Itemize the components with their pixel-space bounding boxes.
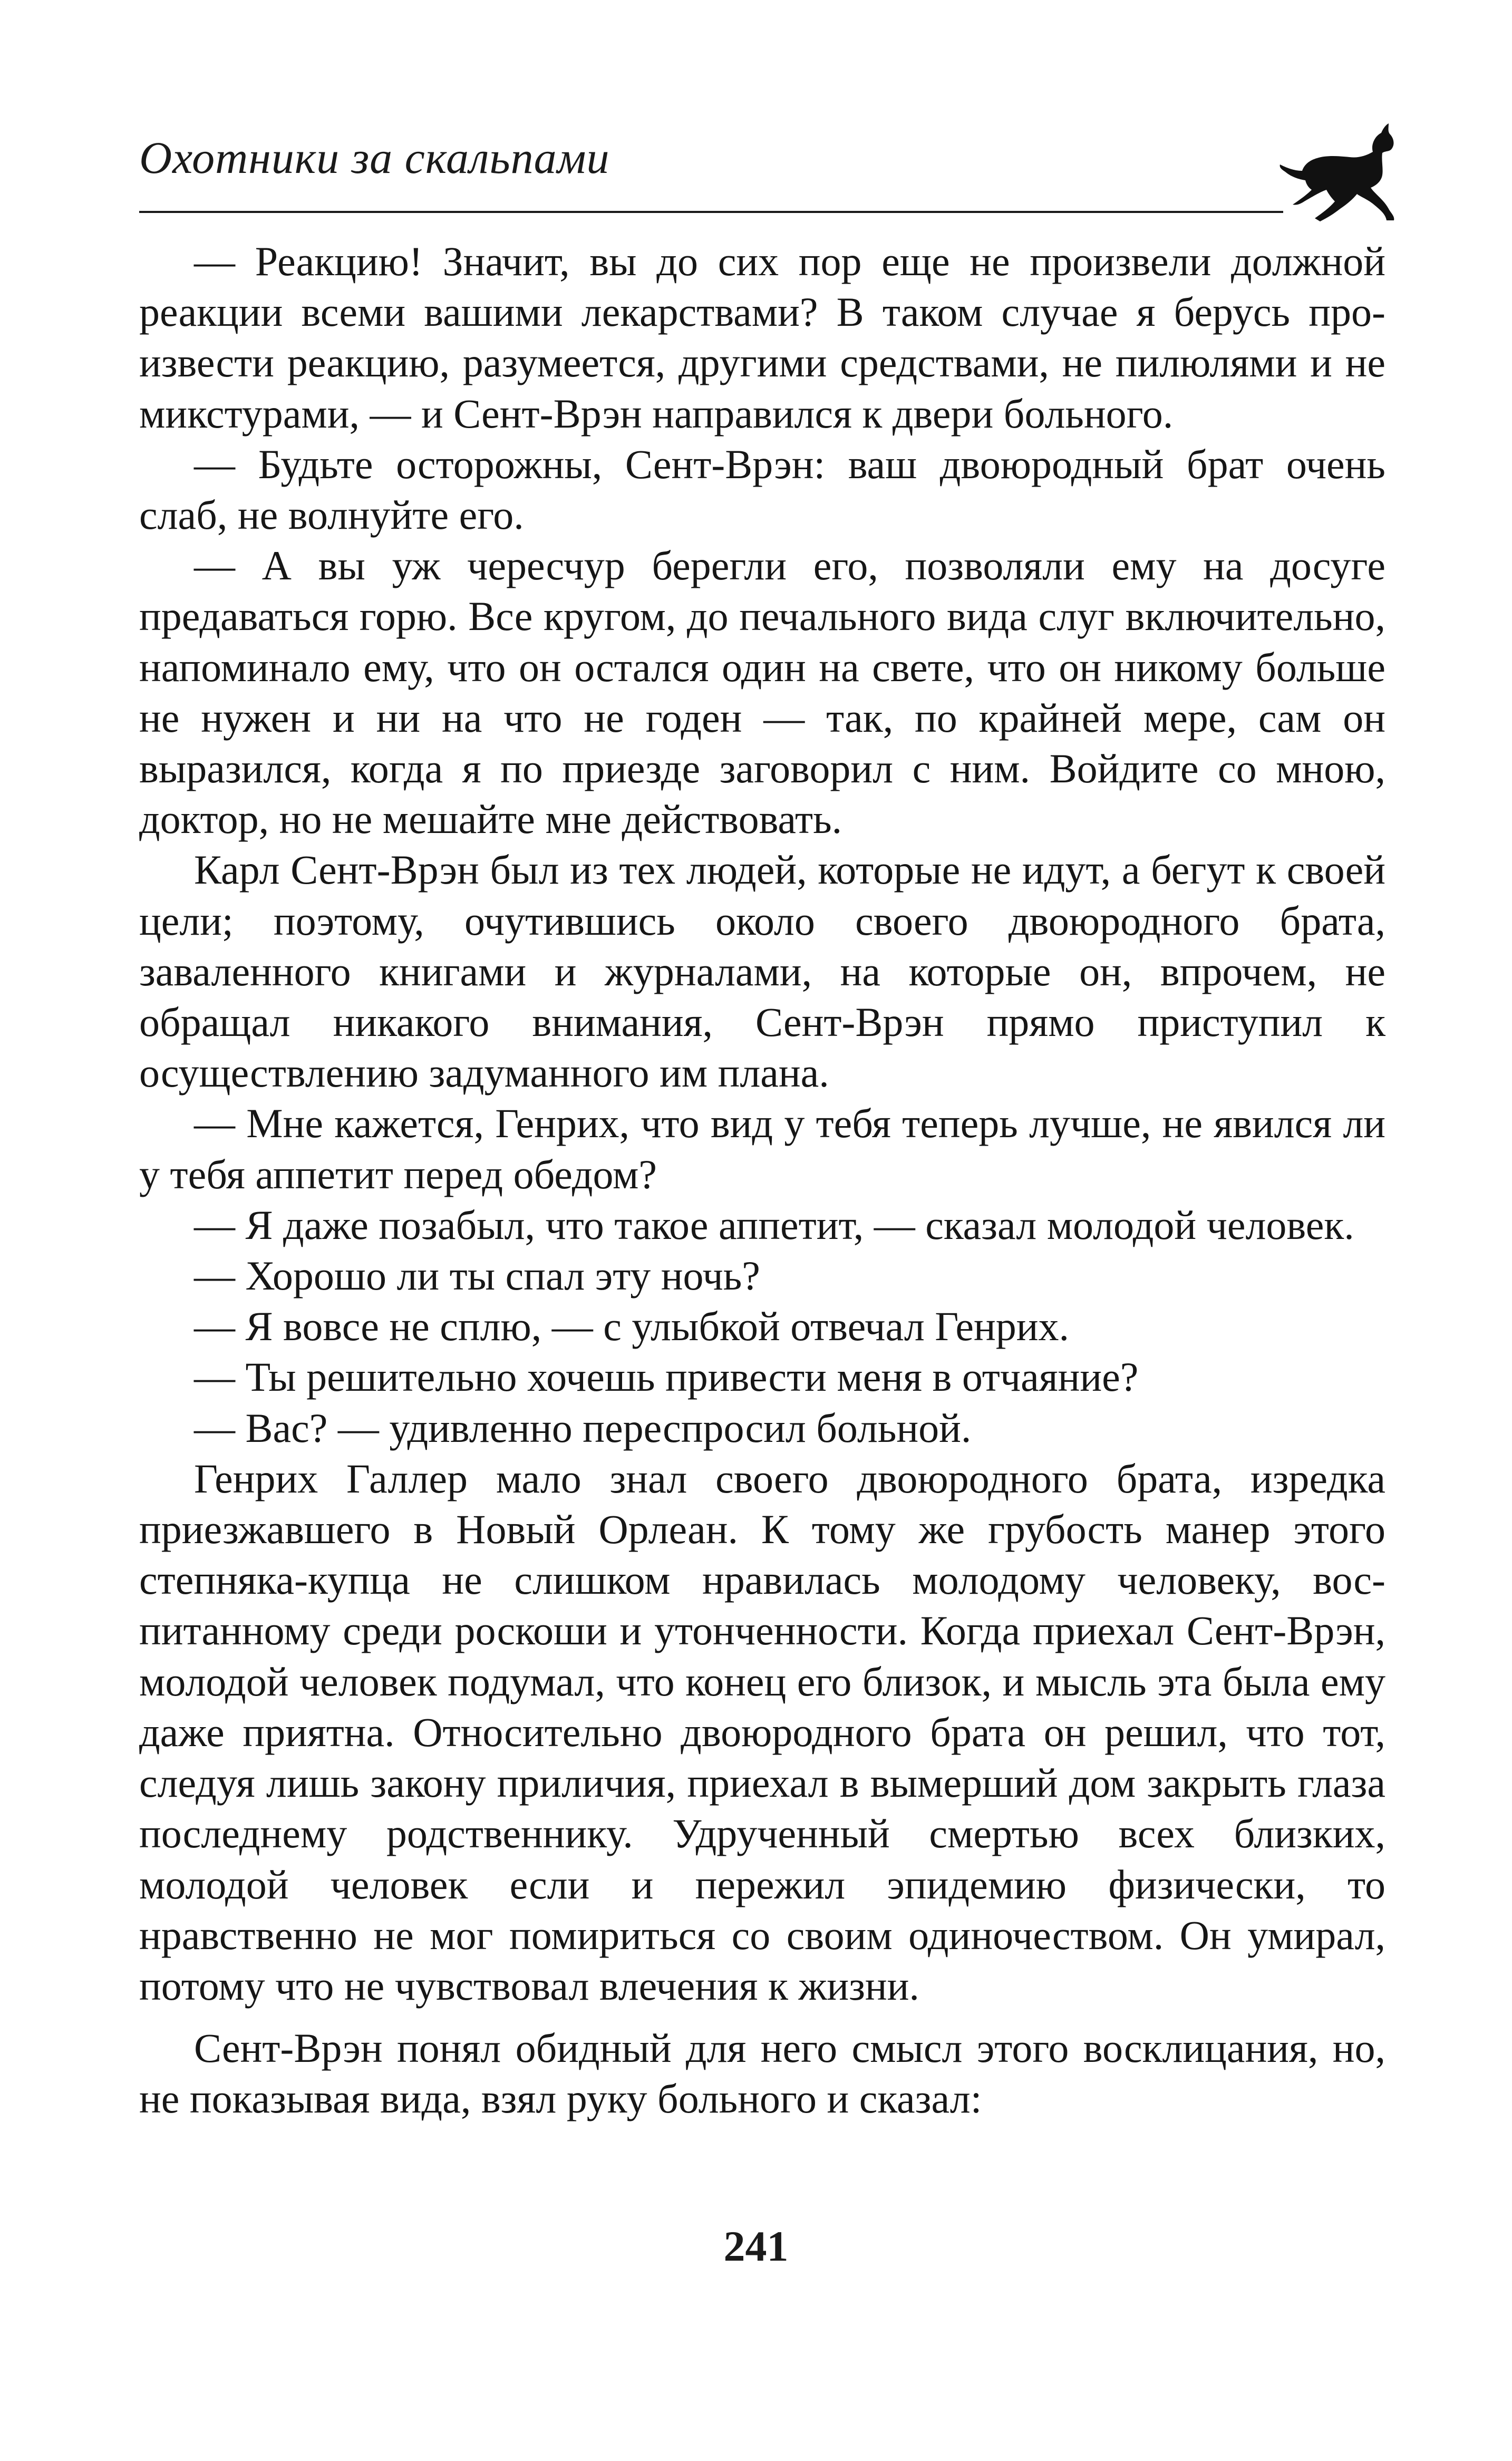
page-header	[139, 120, 1385, 236]
paragraph: — Будьте осторожны, Сент-Врэн: ваш двоюродный брат очень слаб, не волнуйте его.	[139, 441, 1385, 538]
paragraph: — Я вовсе не сплю, — с улыбкой отвечал Генрих.	[194, 1303, 1070, 1350]
paragraph: Карл Сент-Врэн был из тех людей, которые не идут, а бегут к своей цели; поэтому, очутившись около своего двоюродного брата, заваленного книгами и журналами, на которые он, впрочем, не обращал никакого внимания, Сент-Врэн прямо приступил к осуществлению задуманного им плана.	[139, 847, 1385, 1096]
paragraph: Генрих Галлер мало знал своего двоюродного брата, изредка приезжавшего в Новый Орлеан. К тому же грубость манер этого степняка-купца не слишком нравилась молодому человеку, воспитанному среди роскоши и утонченности. Когда приехал Сент-Врэн, молодой человек подумал, что конец его близок, и мысль эта была ему даже приятна. Относительно двоюродного брата он решил, что тот, следуя лишь закону приличия, приехал в вымерший дом закрыть глаза последнему родственнику. Удрученный смертью всех близких, молодой человек если и пережил эпидемию физически, то нравственно не мог помириться со своим одиночеством. Он умирал, потому что не чувствовал влечения к жизни.	[139, 1455, 1385, 2009]
paragraph: — Реакцию! Значит, вы до сих пор еще не произвели должной реакции всеми вашими лекарствами? В таком случае я берусь произвести реакцию, разумеется, другими средствами, не пилюлями и не микстурами, — и Сент-Врэн направился к двери больного.	[139, 238, 1385, 437]
paragraph: — Ты решительно хочешь привести меня в отчаяние?	[194, 1354, 1139, 1400]
paragraph: Сент-Врэн понял обидный для него смысл этого восклицания, но, не показывая вида, взял руку больного и сказал:	[139, 2025, 1385, 2122]
paragraph: — Я даже позабыл, что такое аппетит, — сказал молодой человек.	[194, 1202, 1354, 1248]
horse-icon	[1278, 120, 1399, 226]
paragraph: — А вы уж чересчур берегли его, позволяли ему на досуге предаваться горю. Все кругом, до печального вида слуг включительно, напоминало ему, что он остался один на свете, что он никому больше не нужен и ни на что не годен — так, по крайней мере, сам он выразился, когда я по приезде заговорил с ним. Войдите со мною, доктор, но не мешайте мне действовать.	[139, 542, 1385, 842]
paragraph: — Вас? — удивленно переспросил больной.	[194, 1404, 972, 1451]
paragraph: — Хорошо ли ты спал эту ночь?	[194, 1253, 760, 1299]
running-title: Охотники за скальпами	[139, 132, 610, 183]
body-text	[139, 236, 1385, 2125]
page-number: 241	[723, 2222, 789, 2270]
paragraph: — Мне кажется, Генрих, что вид у тебя теперь лучше, не явился ли у тебя аппетит перед обедом?	[139, 1100, 1385, 1197]
header-rule	[139, 211, 1283, 213]
